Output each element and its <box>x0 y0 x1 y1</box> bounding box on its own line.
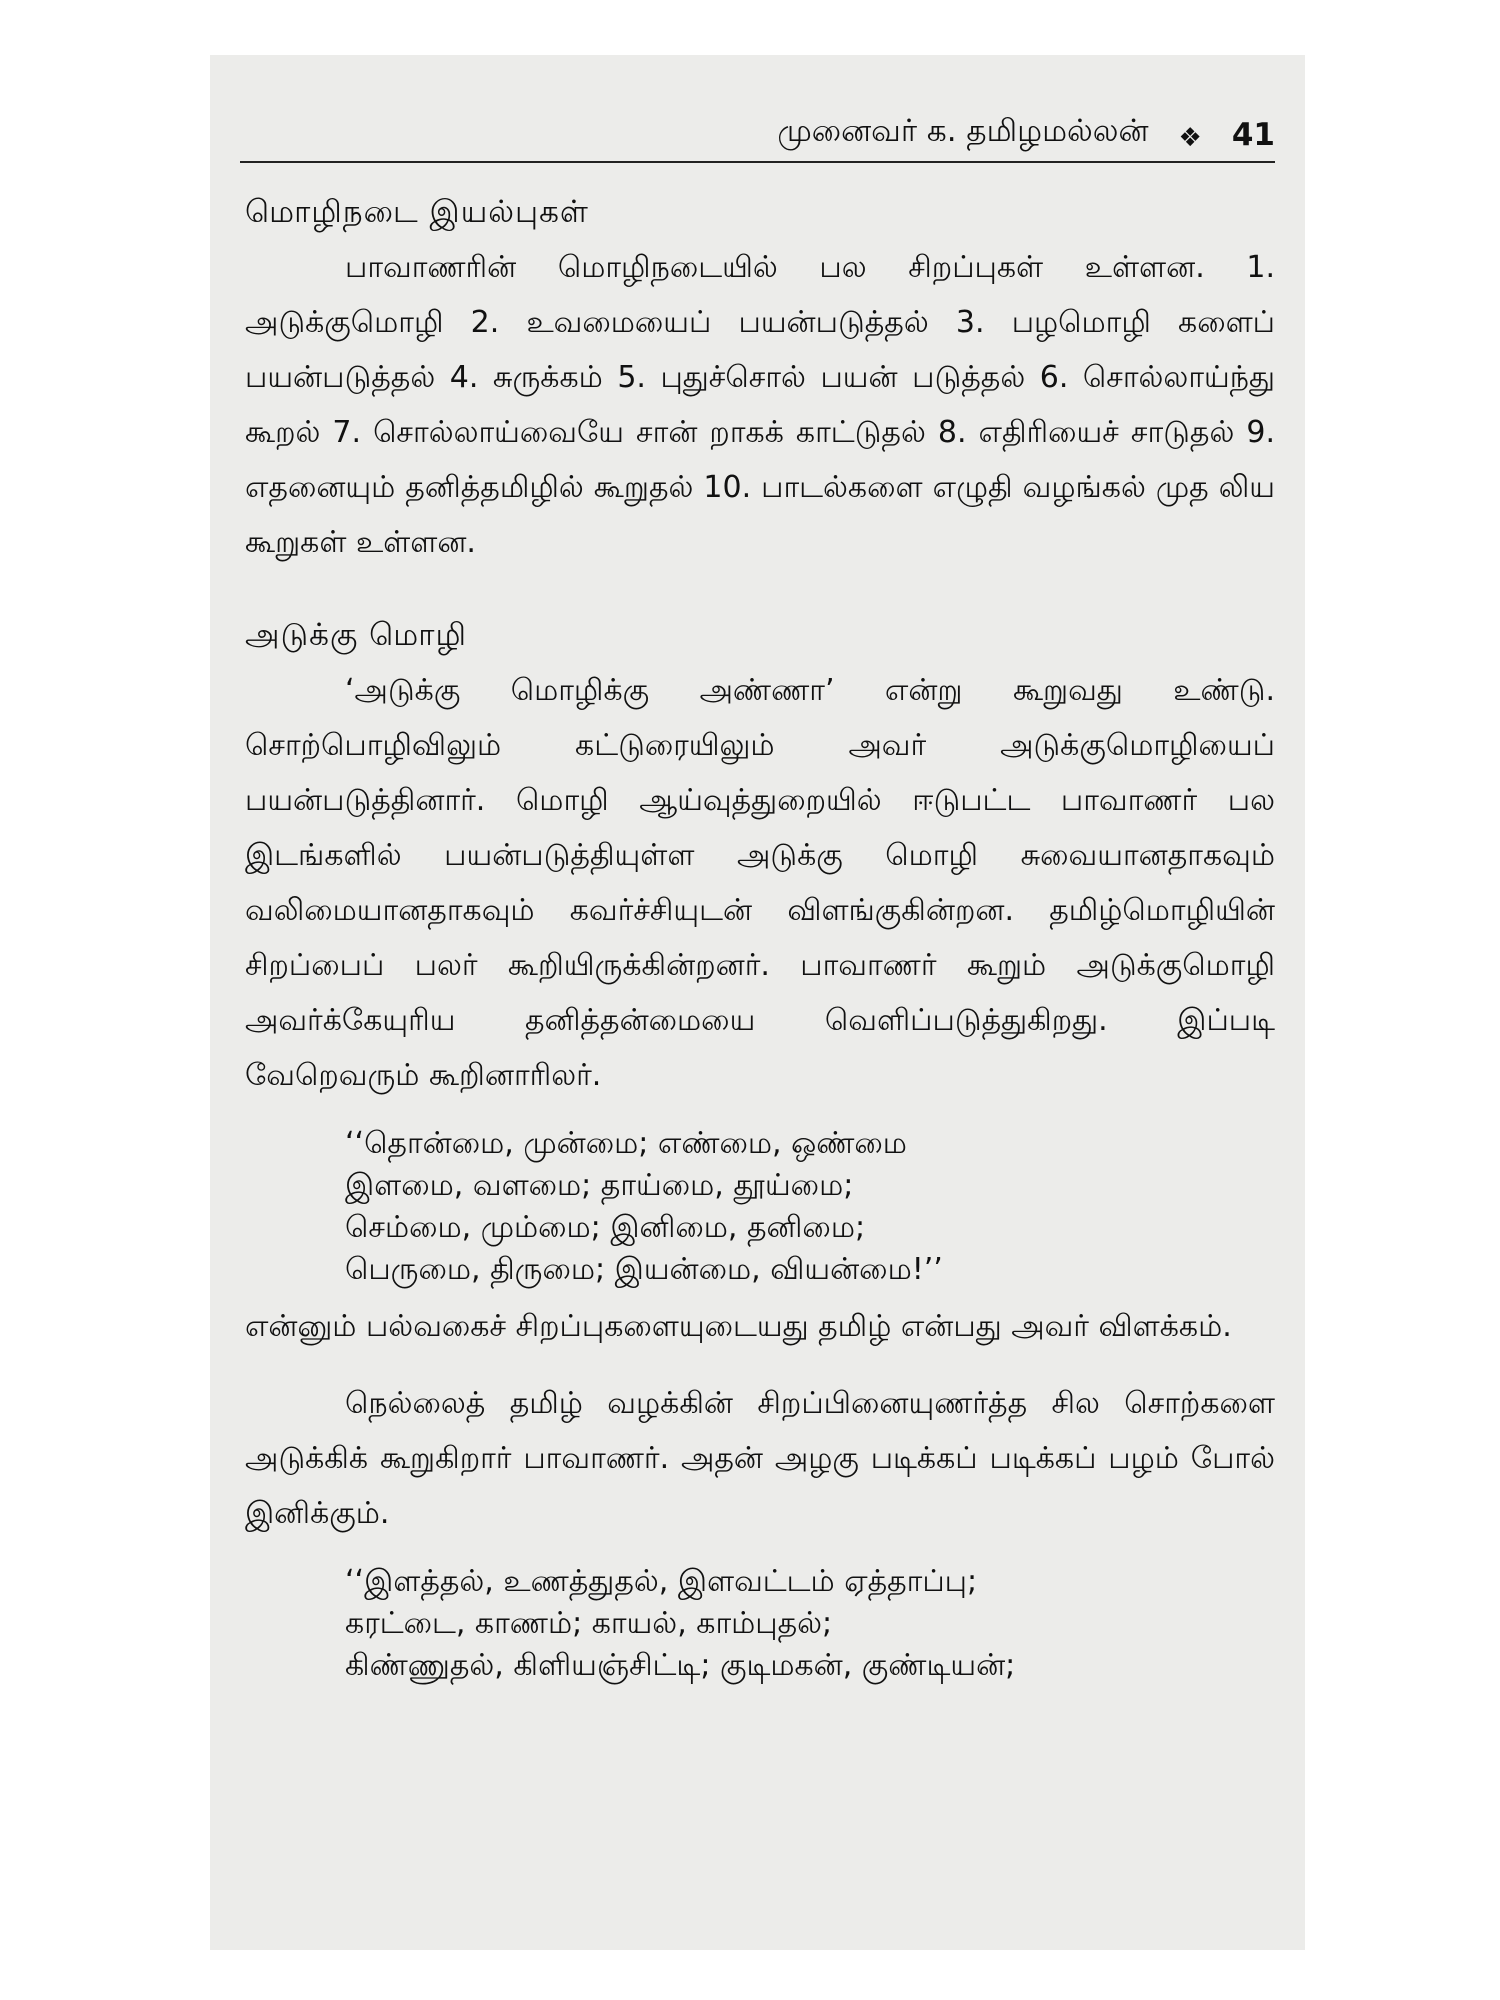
section-heading-alliteration: அடுக்கு மொழி <box>245 617 467 653</box>
verse-line: ‘‘இளத்தல், உணத்துதல், இளவட்டம் ஏத்தாப்பு; <box>345 1564 978 1599</box>
paragraph-explanation: என்னும் பல்வகைச் சிறப்புகளையுடையது தமிழ் என்பது அவர் விளக்கம். <box>245 1309 1232 1344</box>
section-heading-language-style: மொழிநடை இயல்புகள் <box>245 194 589 230</box>
book-page <box>210 55 1305 1950</box>
verse-quote-1 <box>345 1123 1275 1291</box>
verse-line: இளமை, வளமை; தாய்மை, தூய்மை; <box>345 1168 854 1203</box>
paragraph-nellai-tamil: நெல்லைத் தமிழ் வழக்கின் சிறப்பினையுணர்த்த சில சொற்களை அடுக்கிக் கூறுகிறார் பாவாணர். அதன் அழகு படிக்கப் படிக்கப் பழம் போல் இனிக்கும். <box>245 1386 1275 1531</box>
diamond-ornament-icon: ❖ <box>1178 123 1202 153</box>
verse-line: செம்மை, மும்மை; இனிமை, தனிமை; <box>345 1210 866 1245</box>
running-header <box>240 103 1275 163</box>
paragraph-alliteration-intro: ‘அடுக்கு மொழிக்கு அண்ணா’ என்று கூறுவது உண்டு. சொற்பொழிவிலும் கட்டுரையிலும் அவர் அடுக்குமொழியைப் பயன்படுத்தினார். மொழி ஆய்வுத்துறையில் ஈடுபட்ட பாவாணர் பல இடங்களில் பயன்படுத்தியுள்ள அடுக்கு மொழி சுவையானதாகவும் வலிமையானதாகவும் கவர்ச்சியுடன் விளங்குகின்றன. தமிழ்மொழியின் சிறப்பைப் பலர் கூறியிருக்கின்றனர். பாவாணர் கூறும் அடுக்குமொழி அவர்க்கேயுரிய தனித்தன்மையை வெளிப்படுத்துகிறது. இப்படி வேறெவரும் கூறினாரிலர். <box>245 673 1275 1093</box>
verse-line: கிண்ணுதல், கிளியஞ்சிட்டி; குடிமகன், குண்டியன்; <box>345 1648 1016 1683</box>
verse-line: ‘‘தொன்மை, முன்மை; எண்மை, ஒண்மை <box>345 1126 907 1161</box>
paragraph-language-style-features: பாவாணரின் மொழிநடையில் பல சிறப்புகள் உள்ளன. 1. அடுக்குமொழி 2. உவமையைப் பயன்படுத்தல் 3. பழமொழி களைப் பயன்படுத்தல் 4. சுருக்கம் 5. புதுச்சொல் பயன் படுத்தல் 6. சொல்லாய்ந்து கூறல் 7. சொல்லாய்வையே சான் றாகக் காட்டுதல் 8. எதிரியைச் சாடுதல் 9. எதனையும் தனித்தமிழில் கூறுதல் 10. பாடல்களை எழுதி வழங்கல் முத லிய கூறுகள் உள்ளன. <box>245 250 1275 560</box>
verse-line: பெருமை, திருமை; இயன்மை, வியன்மை!’’ <box>345 1252 943 1287</box>
verse-line: கரட்டை, காணம்; காயல், காம்புதல்; <box>345 1606 833 1641</box>
page-body <box>245 185 1275 1695</box>
verse-quote-2 <box>345 1561 1275 1687</box>
page-number: 41 <box>1231 117 1275 153</box>
header-author: முனைவர் க. தமிழமல்லன் <box>777 113 1149 149</box>
